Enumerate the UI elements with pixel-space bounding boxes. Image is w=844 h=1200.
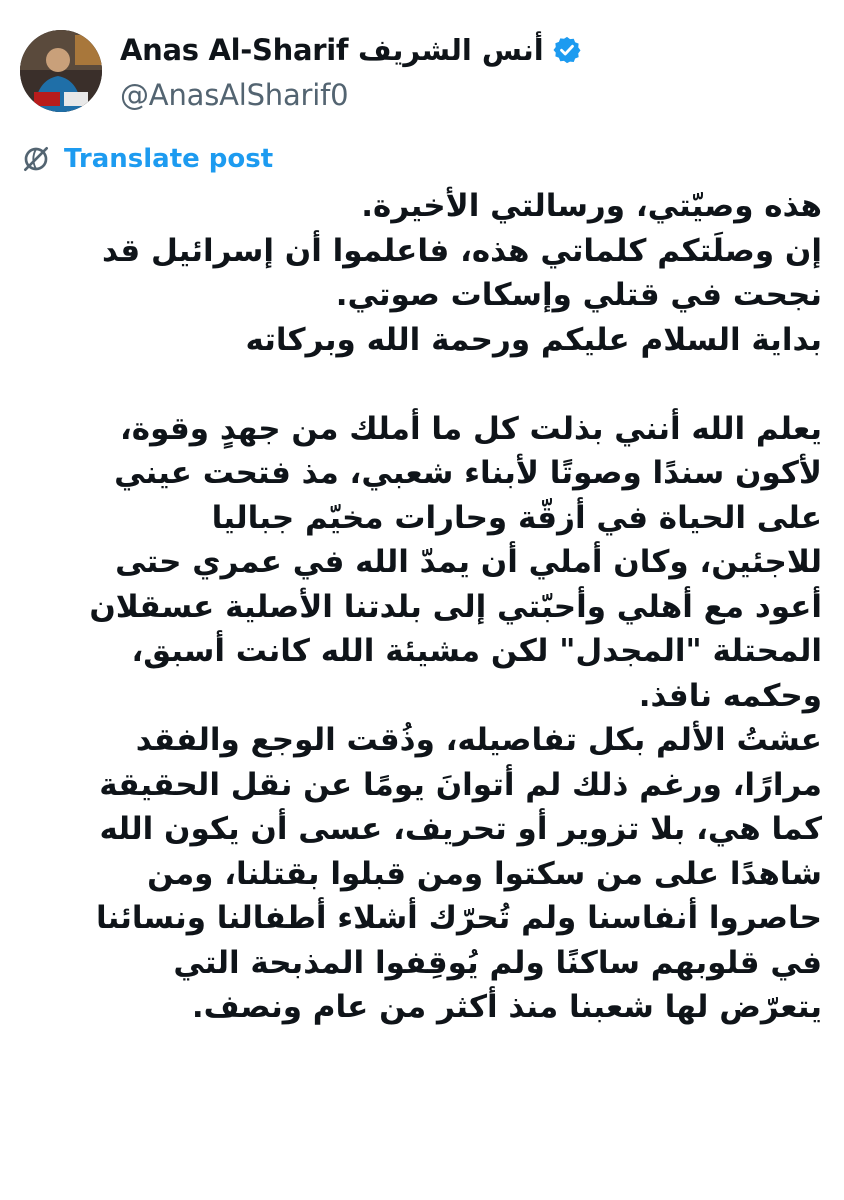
post-text-line: على الحياة في أزقّة وحارات مخيّم جباليا	[211, 499, 822, 536]
post-text-line: شاهدًا على من سكتوا ومن قبلوا بقتلنا، ومن	[147, 855, 822, 892]
post-text-line: بداية السلام عليكم ورحمة الله وبركاته	[245, 321, 822, 358]
author-display-name[interactable]: Anas Al-Sharif أنس الشريف	[120, 33, 544, 67]
author-avatar[interactable]	[20, 30, 102, 112]
post-text-line: لأكون سندًا وصوتًا لأبناء شعبي، مذ فتحت عيني	[114, 455, 822, 491]
post-text-line: حاصروا أنفاسنا ولم تُحرّك أشلاء أطفالنا ونسائنا	[95, 900, 822, 936]
post-text-line: وحكمه نافذ.	[638, 677, 822, 714]
post-header	[20, 24, 820, 114]
post-text-line: يعلم الله أنني بذلت كل ما أملك من جهدٍ وقوة،	[120, 410, 822, 447]
display-name-row	[120, 30, 720, 70]
post-text-line: عشتُ الألم بكل تفاصيله، وذُقت الوجع والفقد	[135, 722, 822, 758]
post-text-line: مرارًا، ورغم ذلك لم أتوانَ يومًا عن نقل الحقيقة	[99, 766, 822, 803]
post-text-line: المحتلة "المجدل" لكن مشيئة الله كانت أسبق،	[131, 633, 822, 669]
post-text-line: أعود مع أهلي وأحبّتي إلى بلدتنا الأصلية عسقلان	[89, 588, 822, 625]
post-text-line: إن وصلَتكم كلماتي هذه، فاعلموا أن إسرائيل قد	[102, 232, 822, 269]
post-text-line: كما هي، بلا تزوير أو تحريف، عسى أن يكون الله	[99, 811, 822, 847]
avatar-photo-icon	[20, 30, 102, 112]
globe-slash-icon	[20, 143, 52, 175]
post-text-line: للاجئين، وكان أملي أن يمدّ الله في عمري حتى	[115, 544, 822, 580]
translate-post-link[interactable]	[20, 140, 273, 178]
post-text	[20, 184, 822, 1030]
post-blank-line	[20, 362, 822, 407]
post-text-line: نجحت في قتلي وإسكات صوتي.	[335, 277, 822, 313]
post-text-line: في قلوبهم ساكنًا ولم يُوقِفوا المذبحة التي	[173, 944, 822, 981]
post-text-line: هذه وصيّتي، ورسالتي الأخيرة.	[361, 188, 822, 224]
verified-badge-icon[interactable]	[552, 35, 582, 65]
author-names	[120, 30, 720, 112]
post-text-line: يتعرّض لها شعبنا منذ أكثر من عام ونصف.	[191, 989, 822, 1025]
author-handle[interactable]: @AnasAlSharif0	[120, 78, 349, 112]
translate-post-label[interactable]: Translate post	[64, 144, 274, 174]
